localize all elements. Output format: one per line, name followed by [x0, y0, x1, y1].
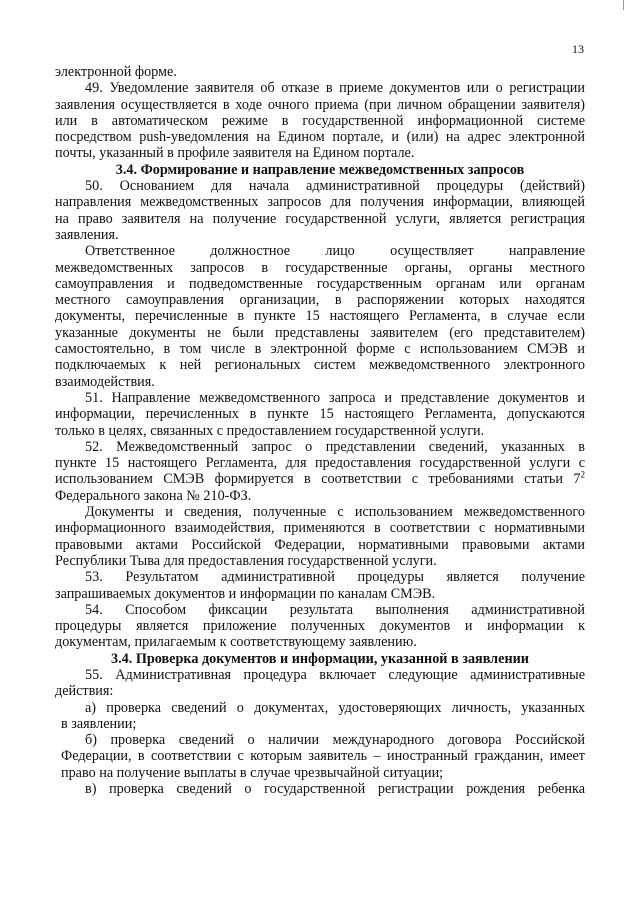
line-text: указанные документы не были представлены заявителем (его представителем) [55, 324, 585, 341]
line-text: документам, прилагаемым к соответствующему заявлению. [55, 634, 417, 651]
text-line [55, 260, 585, 276]
line-text: самоуправления и подведомственные государственным органам или органам [55, 275, 585, 292]
text-line [55, 194, 585, 210]
line-text: Федерального закона № 210-ФЗ. [55, 487, 252, 504]
line-text: процедуры является приложение полученных документов и информации к [55, 618, 585, 635]
line-text: Ответственное должностное лицо осуществляет направление [85, 243, 585, 260]
text-line [55, 178, 585, 194]
line-text: межведомственных запросов в государственные органы, органы местного [55, 259, 585, 276]
line-text: Федерации, в соответствии с которым заявитель – иностранный гражданин, имеет [61, 748, 585, 765]
line-text: взаимодействия. [55, 373, 155, 390]
line-text: заявления. [55, 226, 119, 243]
line-text: 53. Результатом административной процедуры является получение [85, 569, 585, 586]
line-text: 52. Межведомственный запрос о представлении сведений, указанных в [85, 438, 585, 455]
text-line [55, 129, 585, 145]
line-text: 54. Способом фиксации результата выполнения административной [85, 601, 585, 618]
text-line [55, 667, 585, 683]
text-line [55, 439, 585, 455]
line-text: направления межведомственных запросов для получения информации, влияющей [55, 194, 585, 211]
text-line [55, 748, 585, 764]
line-text: заявления осуществляется в ходе очного приема (при личном обращении заявителя) [55, 96, 585, 113]
line-text: 3.4. Проверка документов и информации, указанной в заявлении [111, 650, 529, 667]
text-line [55, 634, 585, 650]
section-heading [55, 651, 585, 667]
line-text: электронной форме. [55, 64, 177, 80]
line-text: только в целях, связанных с предоставлением государственной услуги. [55, 422, 485, 439]
text-line [55, 211, 585, 227]
line-text: самостоятельно, в том числе в электронной форме с использованием СМЭВ и [55, 341, 585, 358]
text-line [55, 504, 585, 520]
text-line [55, 732, 585, 748]
line-text: пункте 15 настоящего Регламента, для предоставления государственной услуги с [55, 455, 585, 472]
scan-artifact [623, 0, 624, 10]
text-line [55, 325, 585, 341]
text-line [55, 765, 585, 781]
text-line [55, 602, 585, 618]
text-line [55, 341, 585, 357]
line-text: а) проверка сведений о документах, удостоверяющих личность, указанных [85, 699, 585, 716]
text-line [55, 276, 585, 292]
text-line [55, 455, 585, 471]
text-line [55, 374, 585, 390]
text-line [55, 618, 585, 634]
line-text: 50. Основанием для начала административной процедуры (действий) [85, 178, 585, 195]
line-text: посредством push-уведомления на Едином портале, и (или) на адрес электронной [55, 129, 585, 146]
document-body [55, 64, 585, 797]
line-text: информационного взаимодействия, применяются в соответствии с нормативными [55, 520, 585, 537]
text-line [55, 292, 585, 308]
text-line [55, 716, 585, 732]
line-text: действия: [55, 683, 114, 700]
line-text: Республики Тыва для предоставления государственной услуги. [55, 552, 437, 569]
line-text: 51. Направление межведомственного запроса и представление документов и [85, 389, 585, 406]
text-line [55, 308, 585, 324]
line-text: почты, указанный в профиле заявителя на Едином портале. [55, 145, 415, 162]
line-text: запрашиваемых документов и информации по каналам СМЭВ. [55, 585, 436, 602]
section-heading [55, 162, 585, 178]
line-text: Документы и сведения, полученные с использованием межведомственного [85, 504, 585, 521]
text-line [55, 406, 585, 422]
line-text: 49. Уведомление заявителя об отказе в приеме документов или о регистрации [85, 80, 585, 97]
text-line [55, 97, 585, 113]
text-line [55, 520, 585, 536]
text-line [55, 64, 585, 80]
text-line [55, 537, 585, 553]
text-line [55, 700, 585, 716]
line-text: или в автоматическом режиме в государственной информационной системе [55, 112, 585, 129]
text-line [55, 80, 585, 96]
line-text: 55. Административная процедура включает следующие административные [85, 666, 585, 683]
line-text: на право заявителя на получение государственной услуги, является регистрация [55, 210, 585, 227]
text-line [55, 553, 585, 569]
text-line [55, 357, 585, 373]
text-line [55, 390, 585, 406]
line-text: в заявлении; [61, 715, 137, 732]
line-text: 3.4. Формирование и направление межведомственных запросов [115, 161, 525, 178]
line-text: использованием СМЭВ формируется в соответствии с требованиями статьи 7 [55, 471, 581, 488]
line-text: правовыми актами Российской Федерации, нормативными правовыми актами [55, 536, 585, 553]
text-line [55, 243, 585, 259]
text-line [55, 781, 585, 797]
line-text: местного самоуправления организации, в распоряжении которых находятся [55, 292, 585, 309]
line-text: право на получение выплаты в случае чрезвычайной ситуации; [61, 764, 444, 781]
line-text: документы, перечисленные в пункте 15 настоящего Регламента, в случае если [55, 308, 585, 325]
page-number: 13 [572, 42, 584, 56]
line-text: информации, перечисленных в пункте 15 настоящего Регламента, допускаются [55, 406, 585, 423]
line-text: б) проверка сведений о наличии международного договора Российской [85, 732, 585, 749]
text-line [55, 488, 585, 504]
text-line [55, 113, 585, 129]
text-line [55, 423, 585, 439]
text-line [55, 227, 585, 243]
line-text: подключаемых к ней региональных систем межведомственного электронного [55, 357, 585, 374]
text-line [55, 586, 585, 602]
text-line [55, 471, 585, 487]
text-line [55, 145, 585, 161]
text-line [55, 569, 585, 585]
text-line [55, 683, 585, 699]
superscript: 2 [580, 469, 585, 480]
line-text: в) проверка сведений о государственной регистрации рождения ребенка [85, 781, 585, 798]
